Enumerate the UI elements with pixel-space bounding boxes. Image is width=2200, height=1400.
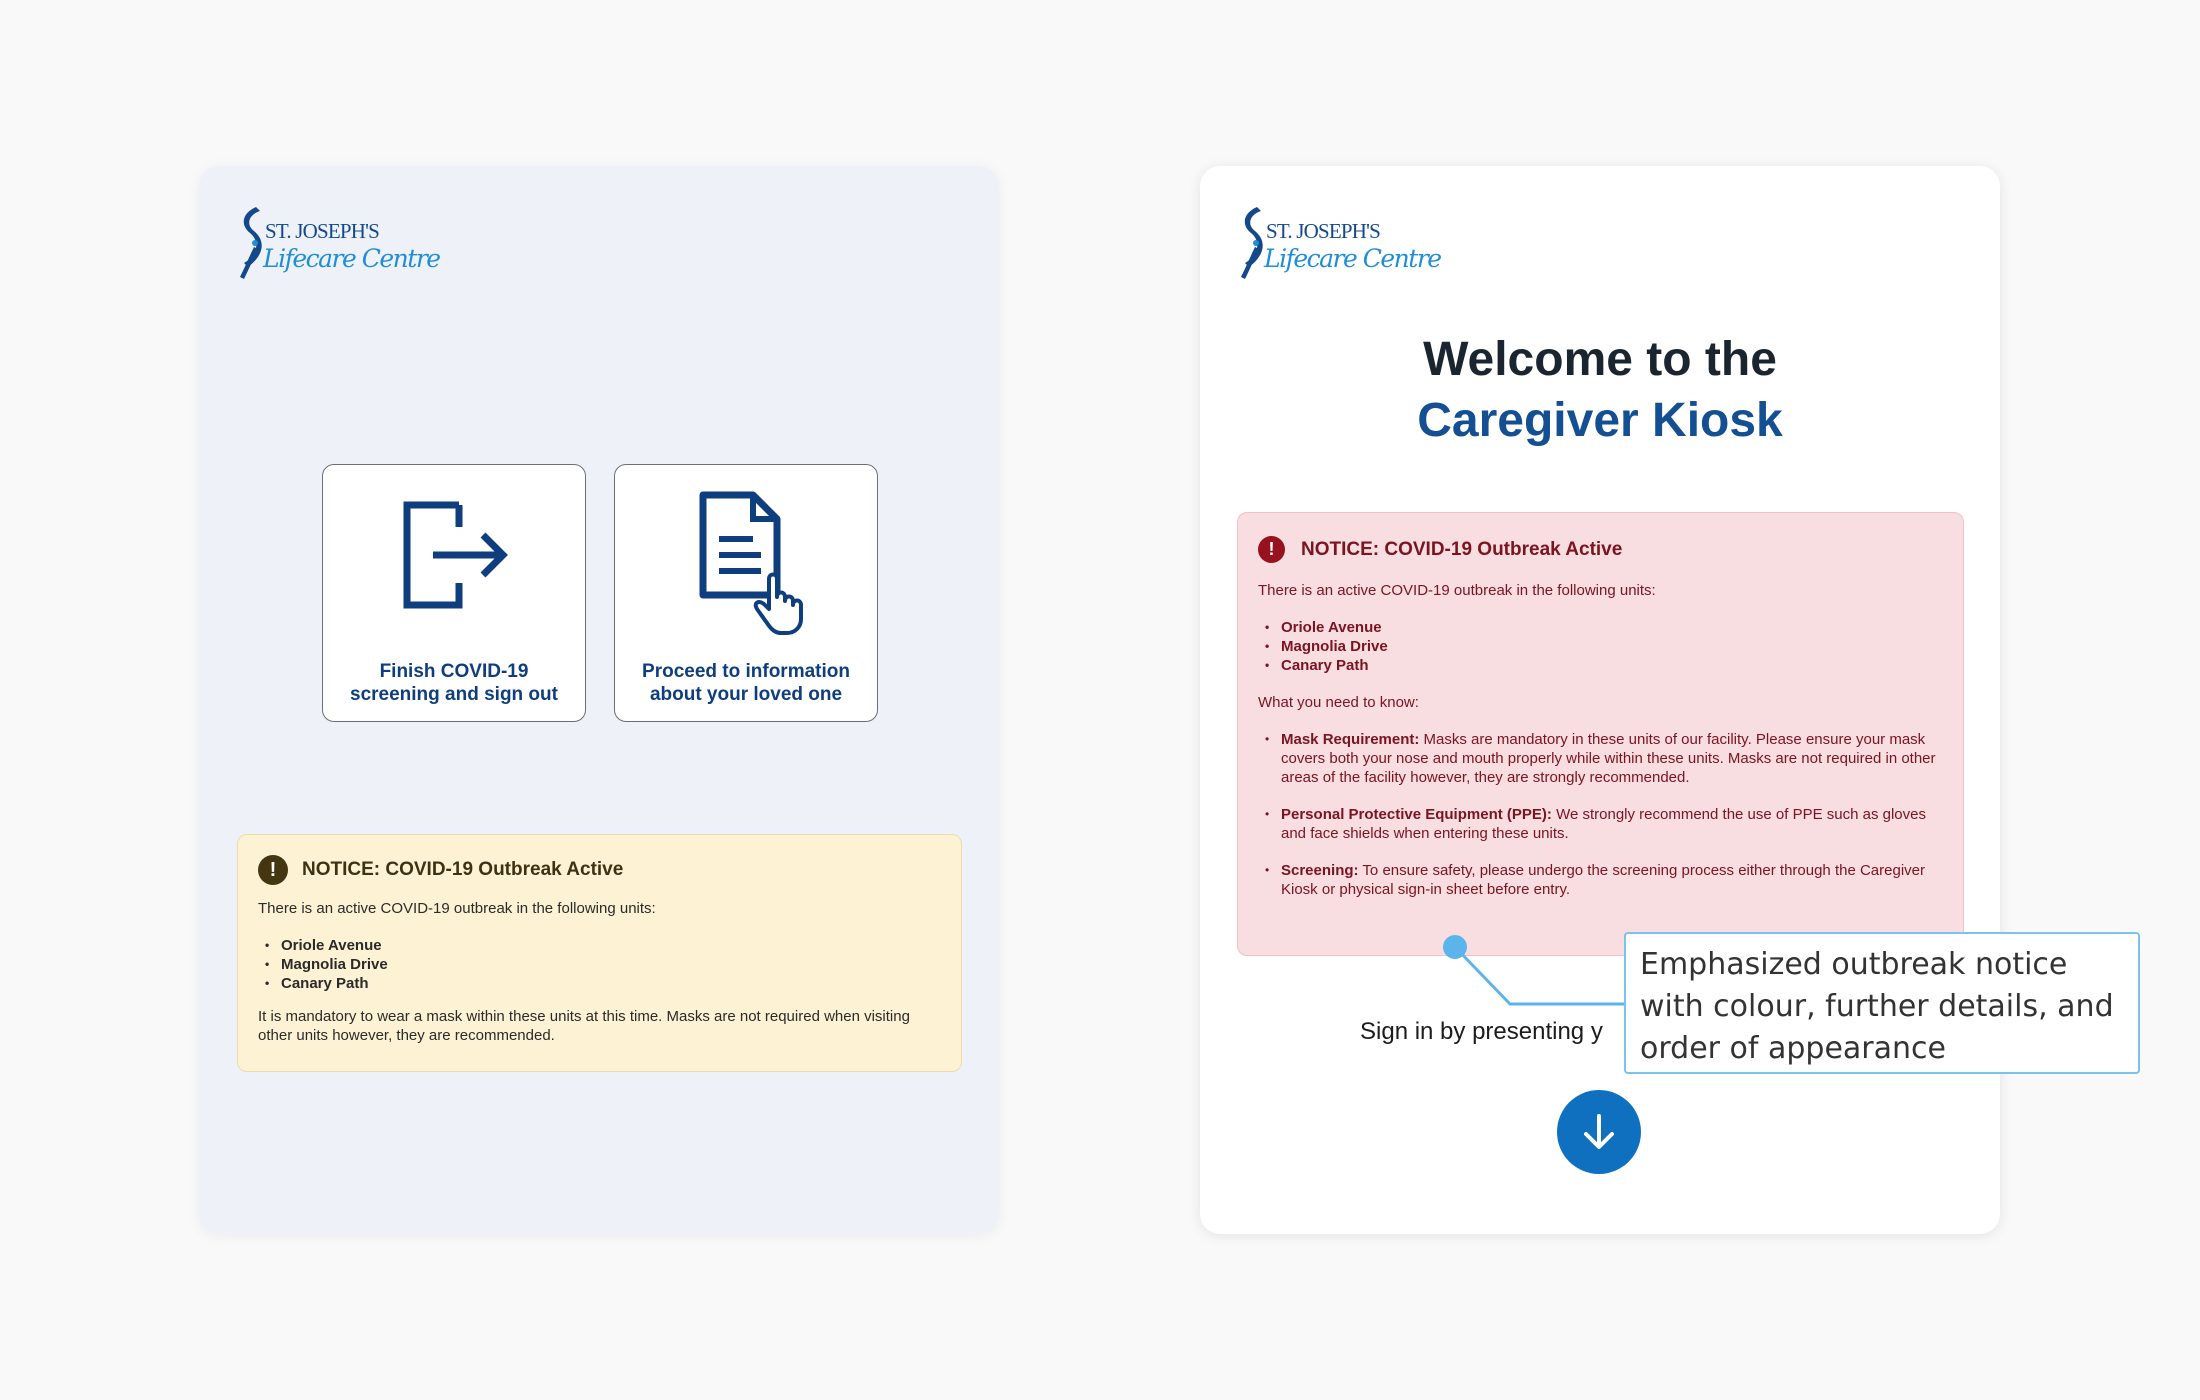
sign-out-label: Finish COVID-19 screening and sign out — [350, 661, 558, 705]
brand-name: ST. JOSEPH'S — [1266, 219, 1381, 243]
brand-subname: Lifecare Centre — [263, 244, 440, 273]
requirement-text: Masks are mandatory in these units of our facility. Please ensure your mask covers both your nose and mouth properly while within these units. Masks are not required in other areas of the facility however, they are strongly recommended. — [1281, 731, 1936, 786]
alert-icon: ! — [258, 855, 288, 885]
unit-item: • Canary Path — [1258, 656, 1943, 675]
unit-item: • Magnolia Drive — [1258, 637, 1943, 656]
sign-in-instruction: Sign in by presenting y — [1360, 1018, 1603, 1045]
unit-item: • Canary Path — [258, 974, 941, 993]
notice-intro: There is an active COVID-19 outbreak in the following units: — [258, 900, 656, 917]
notice-title: NOTICE: COVID-19 Outbreak Active — [1301, 538, 1623, 560]
brand-name: ST. JOSEPH'S — [265, 219, 380, 243]
requirement-text: We strongly recommend the use of PPE such as gloves and face shields when entering these units. — [1281, 806, 1926, 842]
requirement-label: Personal Protective Equipment (PPE): — [1281, 806, 1552, 823]
alert-icon: ! — [1258, 536, 1285, 563]
annotation-callout: Emphasized outbreak notice with colour, further details, and order of appearance — [1624, 932, 2140, 1074]
requirement-text: To ensure safety, please undergo the screening process either through the Caregiver Kiosk or physical sign-in sheet before entry. — [1281, 862, 1925, 898]
notice-title: NOTICE: COVID-19 Outbreak Active — [302, 859, 624, 880]
unit-item: • Oriole Avenue — [1258, 618, 1943, 637]
brand-subname: Lifecare Centre — [1264, 244, 1441, 273]
need-to-know-label: What you need to know: — [1258, 694, 1419, 711]
requirement-label: Mask Requirement: — [1281, 731, 1420, 748]
welcome-line-2: Caregiver Kiosk — [1417, 394, 1783, 447]
requirement-label: Screening: — [1281, 862, 1359, 879]
notice-body: It is mandatory to wear a mask within these units at this time. Masks are not required when visiting other units however, they are recommended. — [258, 1008, 910, 1044]
unit-item: • Oriole Avenue — [258, 936, 941, 955]
notice-intro: There is an active COVID-19 outbreak in the following units: — [1258, 582, 1656, 599]
welcome-line-1: Welcome to the — [1423, 333, 1777, 386]
unit-item: • Magnolia Drive — [258, 955, 941, 974]
loved-one-info-label: Proceed to information about your loved one — [642, 661, 850, 705]
